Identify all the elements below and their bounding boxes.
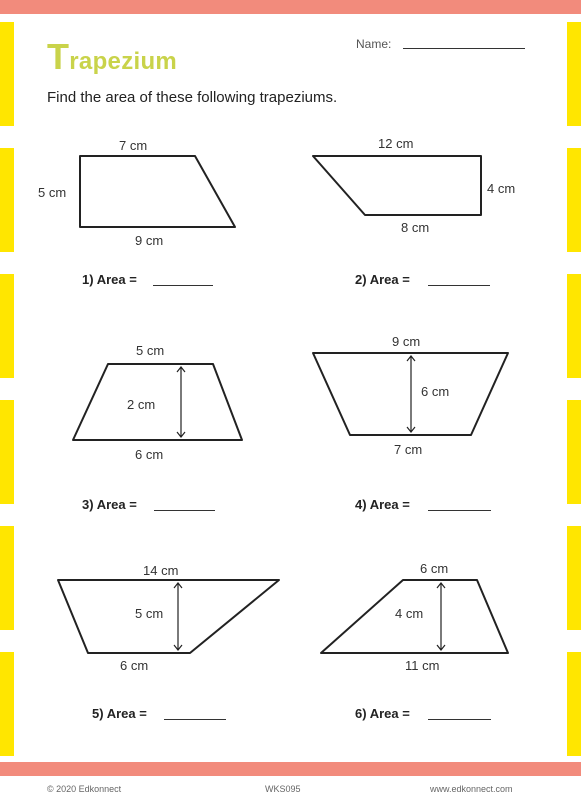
answer-blank-3[interactable] [154,510,215,511]
bottom-length-3: 6 cm [135,447,164,462]
top-length-4: 9 cm [392,334,421,349]
top-length-1: 7 cm [119,138,148,153]
bottom-length-5: 6 cm [120,658,149,673]
top-length-2: 12 cm [378,136,414,151]
answer-blank-4[interactable] [428,510,491,511]
side-length-1: 5 cm [38,185,67,200]
area-label-1: 1) Area = [82,272,137,287]
bottom-length-1: 9 cm [135,233,164,248]
height-4: 6 cm [421,384,450,399]
height-5: 5 cm [135,606,164,621]
trapezium-5 [58,580,279,653]
top-length-6: 6 cm [420,561,449,576]
name-label: Name: [356,37,392,51]
area-label-4: 4) Area = [355,497,410,512]
footer-code: WKS095 [265,784,301,794]
footer-copyright: © 2020 Edkonnect [47,784,122,794]
answer-blank-1[interactable] [153,285,213,286]
instructions: Find the area of these following trapeziums. [47,89,338,106]
area-label-2: 2) Area = [355,272,410,287]
bottom-length-2: 8 cm [401,220,430,235]
bottom-length-6: 11 cm [405,658,440,673]
trapezium-1 [80,156,235,227]
answer-blank-6[interactable] [428,719,491,720]
top-length-3: 5 cm [136,343,165,358]
bottom-length-4: 7 cm [394,442,423,457]
area-label-5: 5) Area = [92,706,147,721]
footer-website[interactable]: www.edkonnect.com [430,784,513,794]
page-title: Trapezium [47,36,178,77]
height-6: 4 cm [395,606,424,621]
height-3: 2 cm [127,397,156,412]
trapezium-3 [73,364,242,440]
top-length-5: 14 cm [143,563,179,578]
side-length-2: 4 cm [487,181,516,196]
area-label-6: 6) Area = [355,706,410,721]
answer-blank-5[interactable] [164,719,226,720]
trapezium-2 [313,156,481,215]
answer-blank-2[interactable] [428,285,490,286]
area-label-3: 3) Area = [82,497,137,512]
